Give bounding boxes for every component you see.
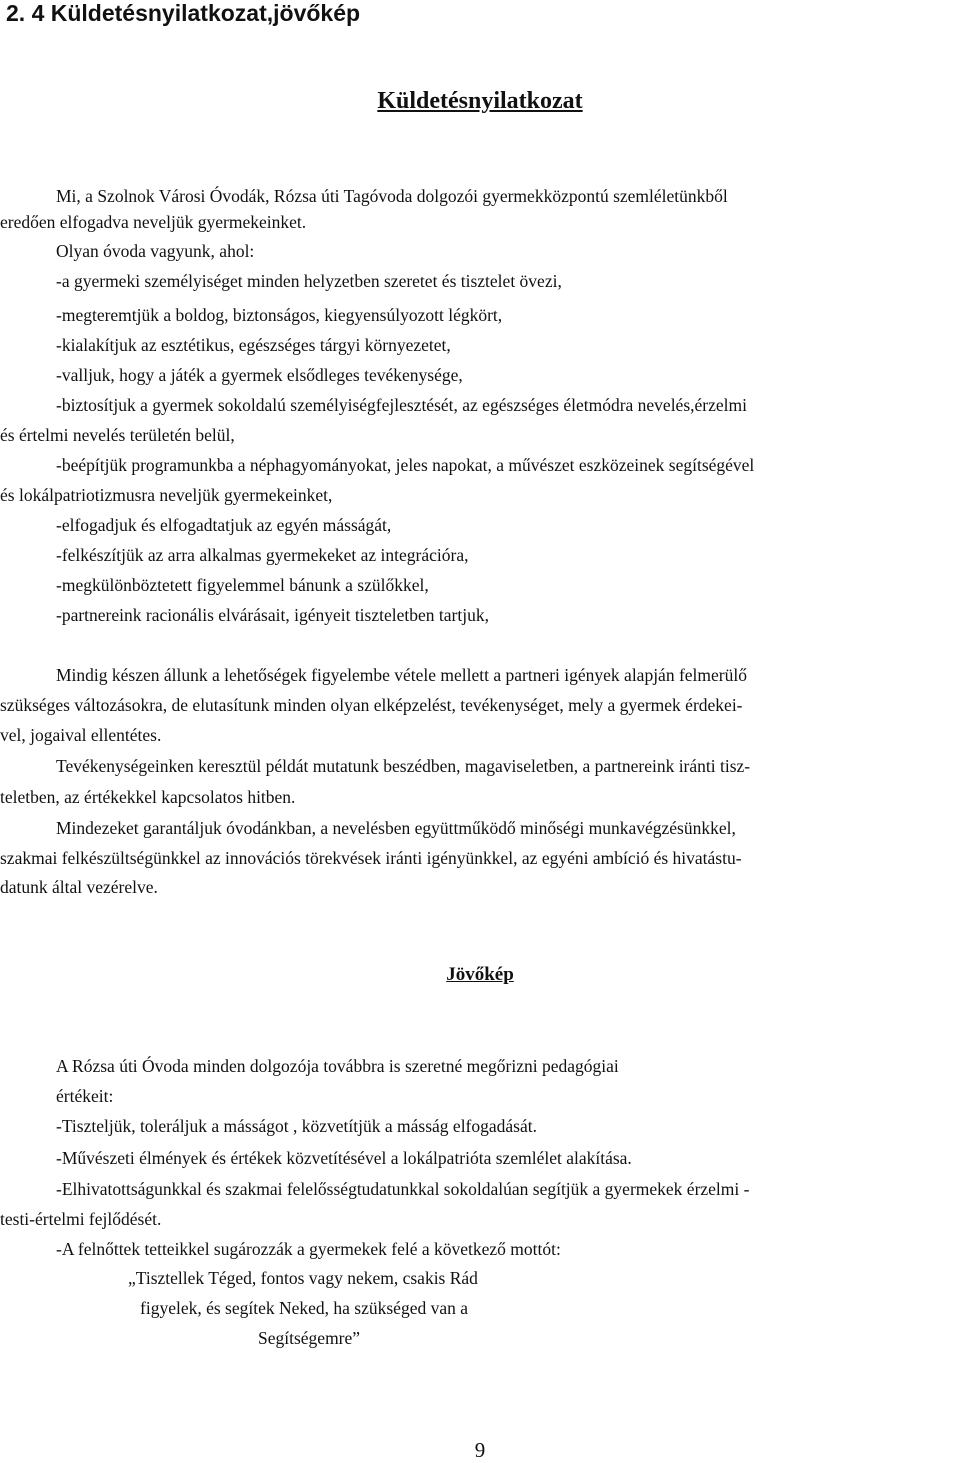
mission-line: Mindig készen állunk a lehetőségek figyelembe vétele mellett a partneri igények alapján felmerülő <box>56 665 747 685</box>
vision-line: -Művészeti élmények és értékek közvetítésével a lokálpatrióta szemlélet alakítása. <box>56 1148 632 1168</box>
mission-title: Küldetésnyilatkozat <box>377 88 583 114</box>
mission-line: -megteremtjük a boldog, biztonságos, kiegyensúlyozott légkört, <box>56 305 503 325</box>
mission-line: -a gyermeki személyiséget minden helyzetben szeretet és tisztelet övezi, <box>56 271 562 291</box>
vision-line: értékeit: <box>56 1086 114 1106</box>
mission-line: datunk által vezérelve. <box>0 877 158 897</box>
mission-line: -elfogadjuk és elfogadtatjuk az egyén másságát, <box>56 515 392 535</box>
mission-line: -megkülönböztetett figyelemmel bánunk a szülőkkel, <box>56 575 429 595</box>
mission-line: vel, jogaival ellentétes. <box>0 725 162 745</box>
mission-line: Olyan óvoda vagyunk, ahol: <box>56 241 255 261</box>
mission-line: -felkészítjük az arra alkalmas gyermekeket az integrációra, <box>56 545 469 565</box>
vision-title: Jövőkép <box>446 964 514 985</box>
mission-line: -beépítjük programunkba a néphagyományokat, jeles napokat, a művészet eszközeinek segítségével <box>56 455 755 475</box>
motto-line: figyelek, és segítek Neked, ha szükséged van a <box>140 1298 469 1318</box>
mission-line: -partnereink racionális elvárásait, igényeit tiszteletben tartjuk, <box>56 605 489 625</box>
motto-line: „Tisztellek Téged, fontos vagy nekem, csakis Rád <box>128 1268 478 1288</box>
mission-line: szükséges változásokra, de elutasítunk minden olyan elképzelést, tevékenységet, mely a gyermek érdekei- <box>0 695 743 715</box>
vision-line: -A felnőttek tetteikkel sugározzák a gyermekek felé a következő mottót: <box>56 1239 561 1259</box>
vision-line: -Tiszteljük, toleráljuk a másságot , közvetítjük a másság elfogadását. <box>56 1116 537 1136</box>
mission-line: -biztosítjuk a gyermek sokoldalú személyiségfejlesztését, az egészséges életmódra nevelés,érzelmi <box>56 395 747 415</box>
mission-line: és lokálpatriotizmusra neveljük gyermekeinket, <box>0 485 333 505</box>
mission-line: és értelmi nevelés területén belül, <box>0 425 235 445</box>
mission-line: -kialakítjuk az esztétikus, egészséges tárgyi környezetet, <box>56 335 451 355</box>
mission-line: szakmai felkészültségünkkel az innovációs törekvések iránti igényünkkel, az egyéni ambíció és hivatástu- <box>0 848 742 868</box>
mission-line: Mi, a Szolnok Városi Óvodák, Rózsa úti Tagóvoda dolgozói gyermekközpontú szemléletünkből <box>56 186 728 206</box>
mission-line: Tevékenységeinken keresztül példát mutatunk beszédben, magaviseletben, a partnereink iránti tisz- <box>56 756 751 776</box>
vision-line: -Elhivatottságunkkal és szakmai felelősségtudatunkkal sokoldalúan segítjük a gyermekek érzelmi - <box>56 1179 750 1199</box>
page-number: 9 <box>474 1438 486 1462</box>
mission-line: teletben, az értékekkel kapcsolatos hitben. <box>0 787 296 807</box>
vision-line: testi-értelmi fejlődését. <box>0 1209 162 1229</box>
vision-line: A Rózsa úti Óvoda minden dolgozója továbbra is szeretné megőrizni pedagógiai <box>56 1056 619 1076</box>
mission-line: -valljuk, hogy a játék a gyermek elsődleges tevékenysége, <box>56 365 463 385</box>
mission-line: eredően elfogadva neveljük gyermekeinket. <box>0 212 307 232</box>
mission-line: Mindezeket garantáljuk óvodánkban, a nevelésben együttműködő minőségi munkavégzésünkkel, <box>56 818 736 838</box>
motto-line: Segítségemre” <box>258 1328 361 1348</box>
section-heading: 2. 4 Küldetésnyilatkozat,jövőkép <box>6 0 361 26</box>
